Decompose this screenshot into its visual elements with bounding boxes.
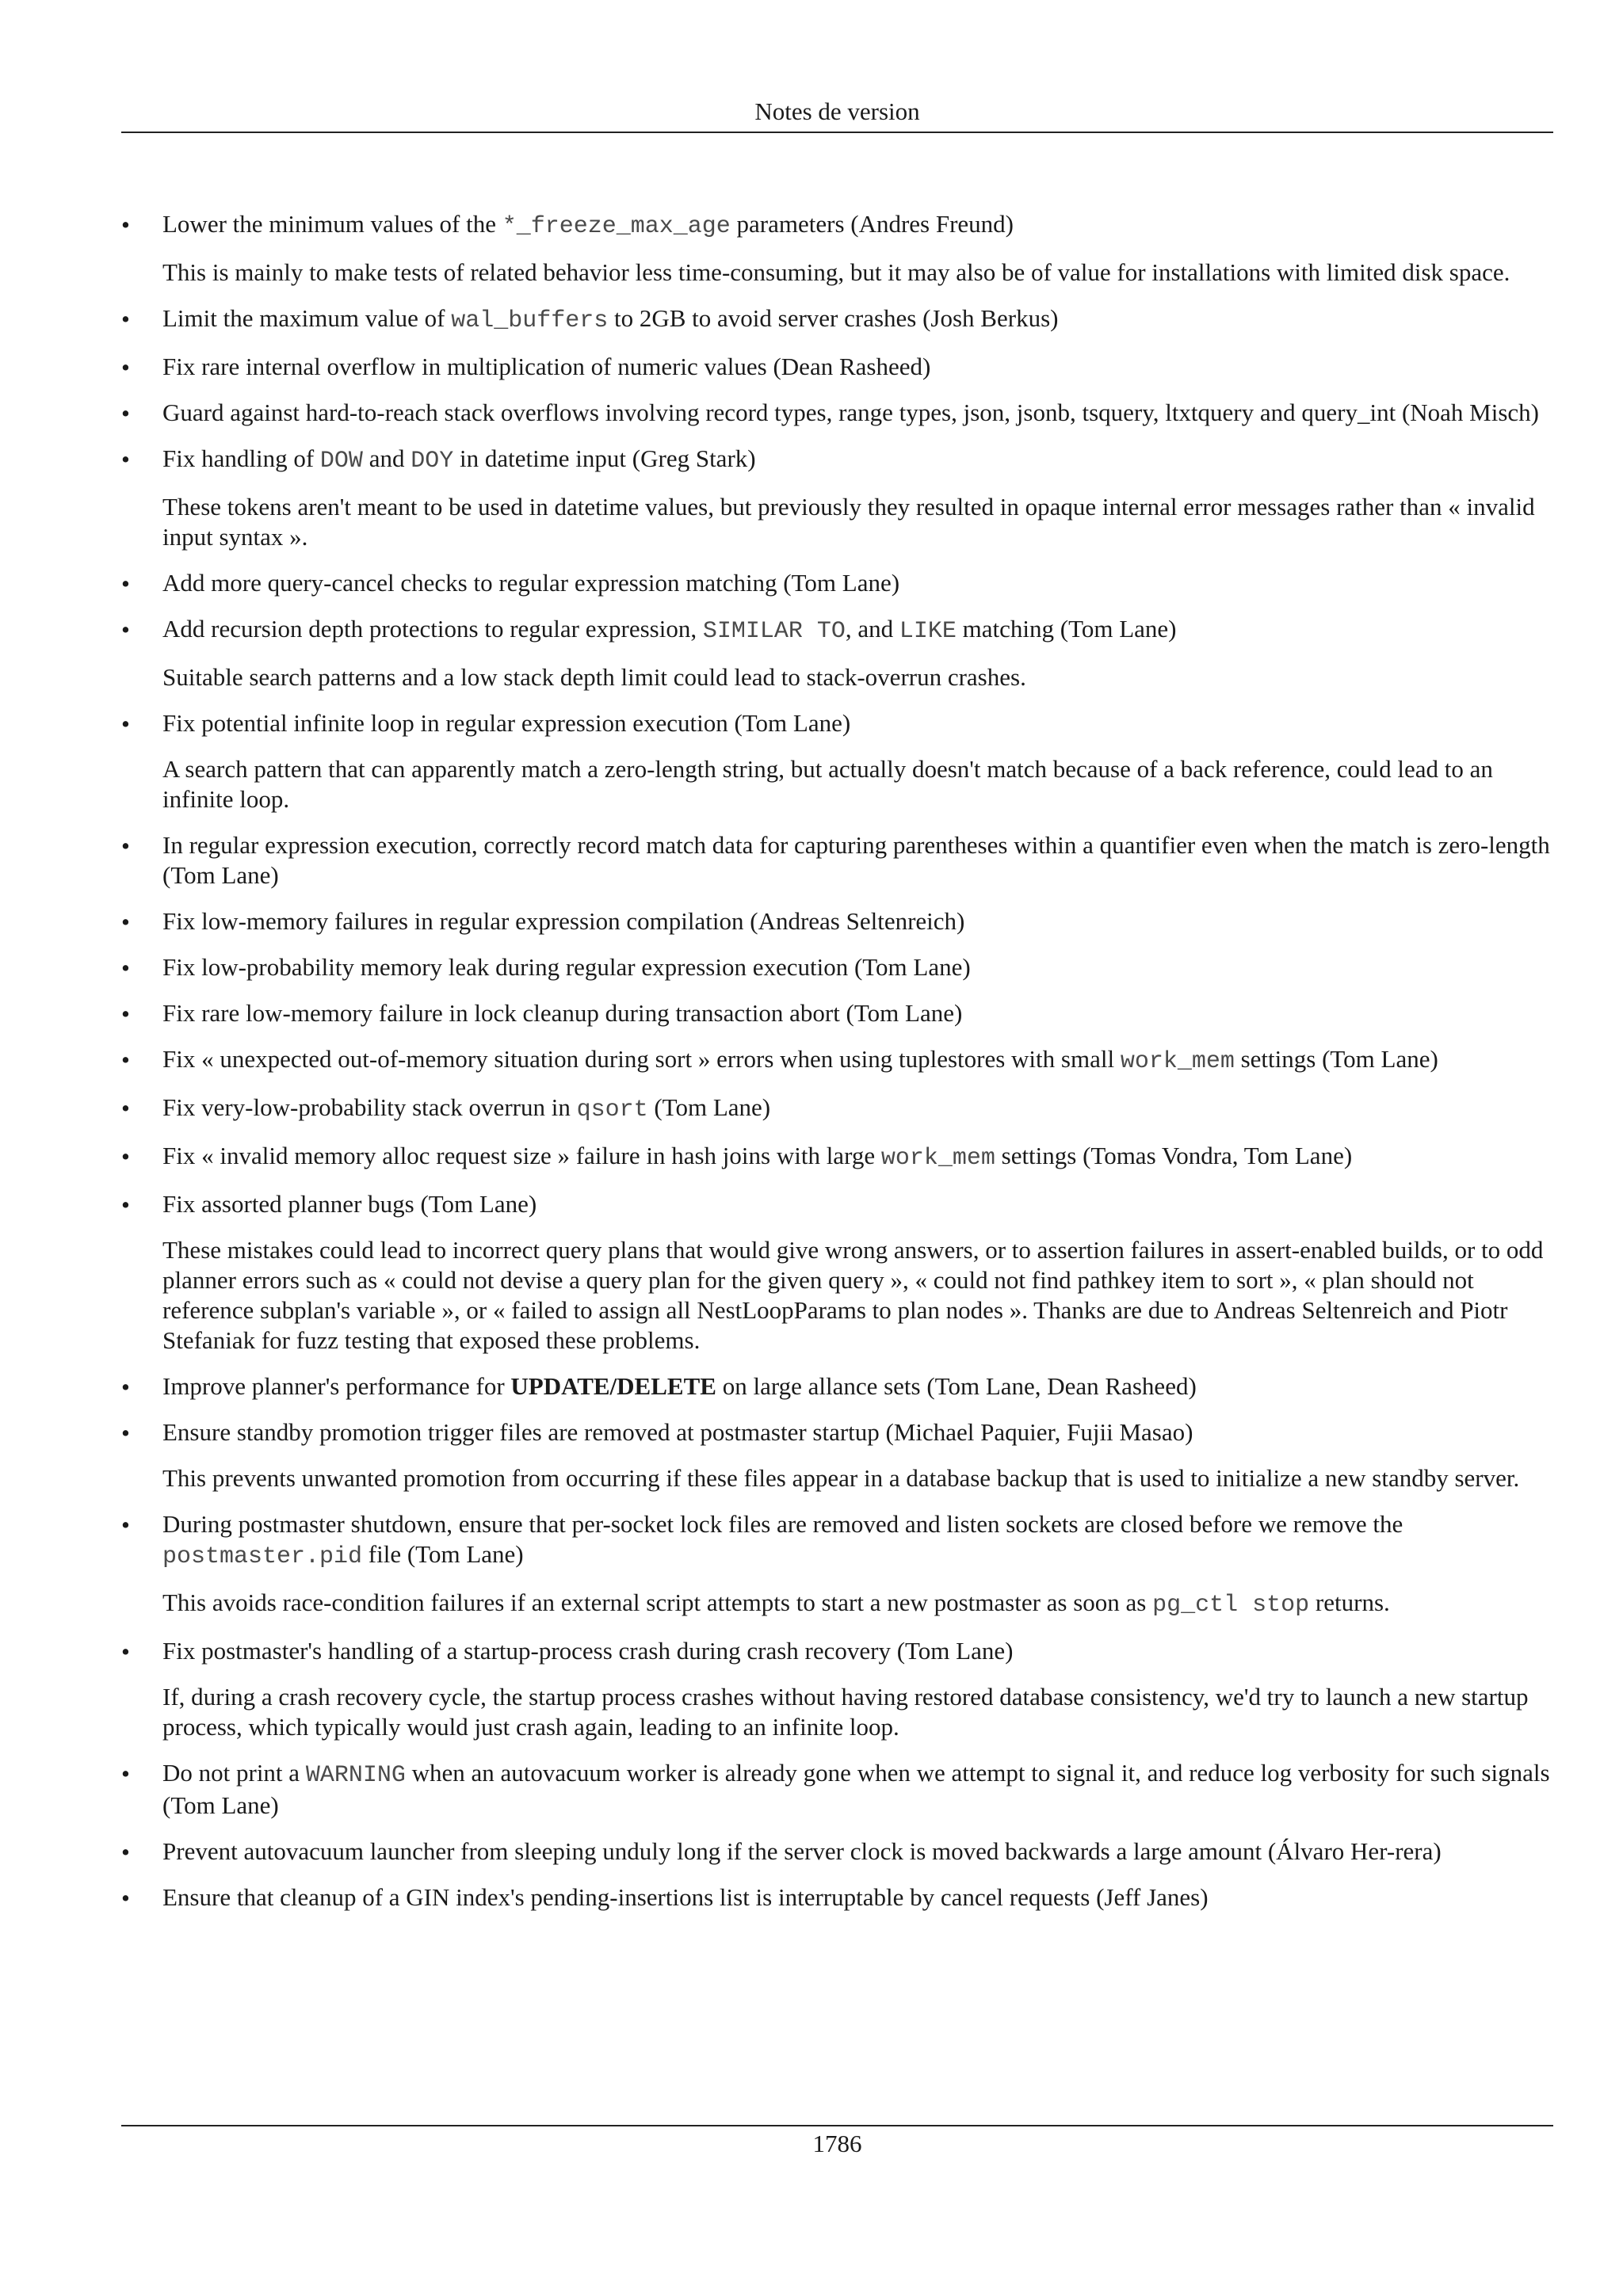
bullet-icon: • [121,399,130,427]
item-text [162,1636,1553,1666]
item-text [162,303,1553,336]
code-literal: LIKE [899,618,957,645]
text-segment: Fix rare low-memory failure in lock cleanup during transaction abort (Tom Lane) [162,999,963,1027]
item-text [162,352,1553,382]
bullet-icon: • [121,1419,130,1447]
item-text [162,1882,1553,1913]
item-text [162,906,1553,936]
bullet-icon: • [121,1838,130,1866]
text-segment: These mistakes could lead to incorrect query plans that would give wrong answers, or to assertion failures in assert-enabled builds, or to odd planner errors such as « could not devise a query plan for the given query », « could not find pathkey item to sort », « plan should not reference subplan's variable », or « failed to assign all NestLoopParams to plan nodes ». Thanks are due to Andreas Seltenreich and Piotr Stefaniak for fuzz testing that exposed these problems. [162,1236,1544,1354]
page-header [121,93,1553,133]
list-item [121,906,1553,936]
list-item [121,952,1553,982]
item-text [162,1836,1553,1867]
text-segment: on large allance sets (Tom Lane, Dean Rasheed) [716,1372,1197,1400]
text-segment: During postmaster shutdown, ensure that per-socket lock files are removed and listen sockets are closed before we remove the [162,1510,1403,1538]
bullet-icon: • [121,954,130,982]
text-segment: Fix handling of [162,444,320,472]
text-segment: Fix rare internal overflow in multiplication of numeric values (Dean Rasheed) [162,353,931,380]
text-segment: parameters (Andres Freund) [730,210,1014,238]
bold-text: UPDATE [510,1372,610,1400]
bullet-icon: • [121,570,130,597]
item-text [162,1417,1553,1447]
list-item [121,614,1553,692]
page-number: 1786 [812,2130,862,2157]
bullet-icon: • [121,1142,130,1170]
text-segment: This is mainly to make tests of related behavior less time-consuming, but it may also be of value for installations with limited disk space. [162,258,1510,286]
bullet-icon: • [121,1511,130,1539]
text-segment: matching (Tom Lane) [956,615,1177,643]
text-segment: to 2GB to avoid server crashes (Josh Berkus) [608,304,1059,332]
text-segment: Fix low-probability memory leak during regular expression execution (Tom Lane) [162,953,971,981]
text-segment: Fix low-memory failures in regular expression compilation (Andreas Seltenreich) [162,907,965,935]
text-segment: in datetime input (Greg Stark) [453,444,756,472]
text-segment: Do not print a [162,1759,306,1787]
bullet-icon: • [121,1760,130,1787]
bullet-icon: • [121,1191,130,1219]
code-literal: DOW [319,448,363,475]
text-segment: when an autovacuum worker is already gone when we attempt to signal it, and reduce log verbosity for such signals (Tom Lane) [162,1759,1550,1819]
text-segment: Add recursion depth protections to regular expression, [162,615,703,643]
code-literal: WARNING [305,1762,406,1789]
page-footer [121,2125,1553,2158]
text-segment: Fix very-low-probability stack overrun in [162,1093,577,1121]
bullet-icon: • [121,1373,130,1401]
list-item [121,1758,1553,1821]
text-segment: Guard against hard-to-reach stack overflows involving record types, range types, json, jsonb, tsquery, ltxtquery and query_int (Noah Misch) [162,399,1539,426]
item-text [162,444,1553,476]
item-detail [162,492,1553,552]
item-text [162,952,1553,982]
text-segment: Prevent autovacuum launcher from sleeping unduly long if the server clock is moved backwards a large amount (Álvaro Her-rera) [162,1837,1442,1865]
item-detail [162,754,1553,814]
code-literal: wal_buffers [451,307,609,334]
list-item [121,1189,1553,1356]
bullet-icon: • [121,305,130,333]
list-item [121,1417,1553,1493]
list-item [121,444,1553,552]
bullet-icon: • [121,1884,130,1912]
text-segment: If, during a crash recovery cycle, the startup process crashes without having restored database consistency, we'd try to launch a new startup process, which typically would just crash again, leading to an infinite loop. [162,1683,1529,1741]
item-text [162,708,1553,738]
item-text [162,209,1553,242]
item-detail [162,1235,1553,1356]
item-text [162,1509,1553,1572]
release-notes-list [121,209,1553,1913]
item-detail [162,662,1553,692]
bullet-icon: • [121,832,130,860]
list-item [121,1636,1553,1742]
list-item [121,1371,1553,1402]
text-segment: A search pattern that can apparently match a zero-length string, but actually doesn't match because of a back reference, could lead to an infinite loop. [162,755,1493,813]
text-segment: and [362,444,411,472]
list-item [121,568,1553,598]
text-segment: These tokens aren't meant to be used in datetime values, but previously they resulted in opaque internal error messages rather than « invalid input syntax ». [162,493,1535,551]
text-segment: Improve planner's performance for [162,1372,511,1400]
text-segment: (Tom Lane) [647,1093,771,1121]
list-item [121,1093,1553,1125]
text-segment: Ensure that cleanup of a GIN index's pending-insertions list is interruptable by cancel requests (Jeff Janes) [162,1883,1209,1911]
code-literal: postmaster.pid [162,1543,363,1570]
text-segment: Ensure standby promotion trigger files are removed at postmaster startup (Michael Paquier, Fujii Masao) [162,1418,1193,1446]
list-item [121,1836,1553,1867]
bold-text: / [609,1372,617,1400]
item-text [162,1758,1553,1821]
item-detail [162,1682,1553,1742]
text-segment: returns. [1309,1589,1390,1616]
item-detail [162,1463,1553,1493]
code-literal: work_mem [1120,1048,1235,1075]
list-item [121,1044,1553,1077]
header-title: Notes de version [754,97,920,125]
item-text [162,1189,1553,1219]
bullet-icon: • [121,211,130,238]
bullet-icon: • [121,445,130,473]
bullet-icon: • [121,353,130,381]
bold-text: DELETE [617,1372,716,1400]
bullet-icon: • [121,710,130,738]
text-segment: settings (Tom Lane) [1234,1045,1438,1073]
text-segment: In regular expression execution, correctly record match data for capturing parentheses within a quantifier even when the match is zero-length (Tom Lane) [162,831,1550,889]
item-text [162,1044,1553,1077]
text-segment: Suitable search patterns and a low stack depth limit could lead to stack-overrun crashes. [162,663,1026,691]
code-literal: SIMILAR TO [702,618,846,645]
bullet-icon: • [121,1046,130,1074]
item-text [162,998,1553,1028]
item-detail [162,1588,1553,1620]
text-segment: settings (Tomas Vondra, Tom Lane) [995,1142,1353,1169]
item-text [162,568,1553,598]
list-item [121,830,1553,891]
text-segment: Fix assorted planner bugs (Tom Lane) [162,1190,537,1218]
list-item [121,1882,1553,1913]
item-detail [162,257,1553,288]
text-segment: , and [845,615,899,643]
list-item [121,303,1553,336]
text-segment: Fix postmaster's handling of a startup-process crash during crash recovery (Tom Lane) [162,1637,1014,1665]
code-literal: work_mem [880,1145,995,1172]
code-literal: *_freeze_max_age [502,213,731,240]
item-text [162,1371,1553,1402]
list-item [121,1509,1553,1620]
text-segment: Fix « unexpected out-of-memory situation during sort » errors when using tuplestores with small [162,1045,1121,1073]
text-segment: Lower the minimum values of the [162,210,502,238]
bullet-icon: • [121,616,130,643]
list-item [121,209,1553,288]
text-segment: This avoids race-condition failures if an external script attempts to start a new postmaster as soon as [162,1589,1153,1616]
list-item [121,1141,1553,1173]
item-text [162,398,1553,428]
code-literal: qsort [576,1097,648,1123]
code-literal: pg_ctl stop [1152,1592,1310,1619]
text-segment: Add more query-cancel checks to regular expression matching (Tom Lane) [162,569,900,597]
item-text [162,830,1553,891]
text-segment: This prevents unwanted promotion from occurring if these files appear in a database backup that is used to initialize a new standby server. [162,1464,1520,1492]
item-text [162,1141,1553,1173]
code-literal: DOY [411,448,454,475]
bullet-icon: • [121,908,130,936]
item-text [162,614,1553,646]
list-item [121,352,1553,382]
list-item [121,998,1553,1028]
list-item [121,708,1553,814]
list-item [121,398,1553,428]
bullet-icon: • [121,1094,130,1122]
text-segment: file (Tom Lane) [362,1540,524,1568]
bullet-icon: • [121,1000,130,1028]
bullet-icon: • [121,1638,130,1665]
text-segment: Limit the maximum value of [162,304,452,332]
item-text [162,1093,1553,1125]
text-segment: Fix potential infinite loop in regular expression execution (Tom Lane) [162,709,851,737]
release-notes-content [121,209,1553,1928]
text-segment: Fix « invalid memory alloc request size » failure in hash joins with large [162,1142,881,1169]
